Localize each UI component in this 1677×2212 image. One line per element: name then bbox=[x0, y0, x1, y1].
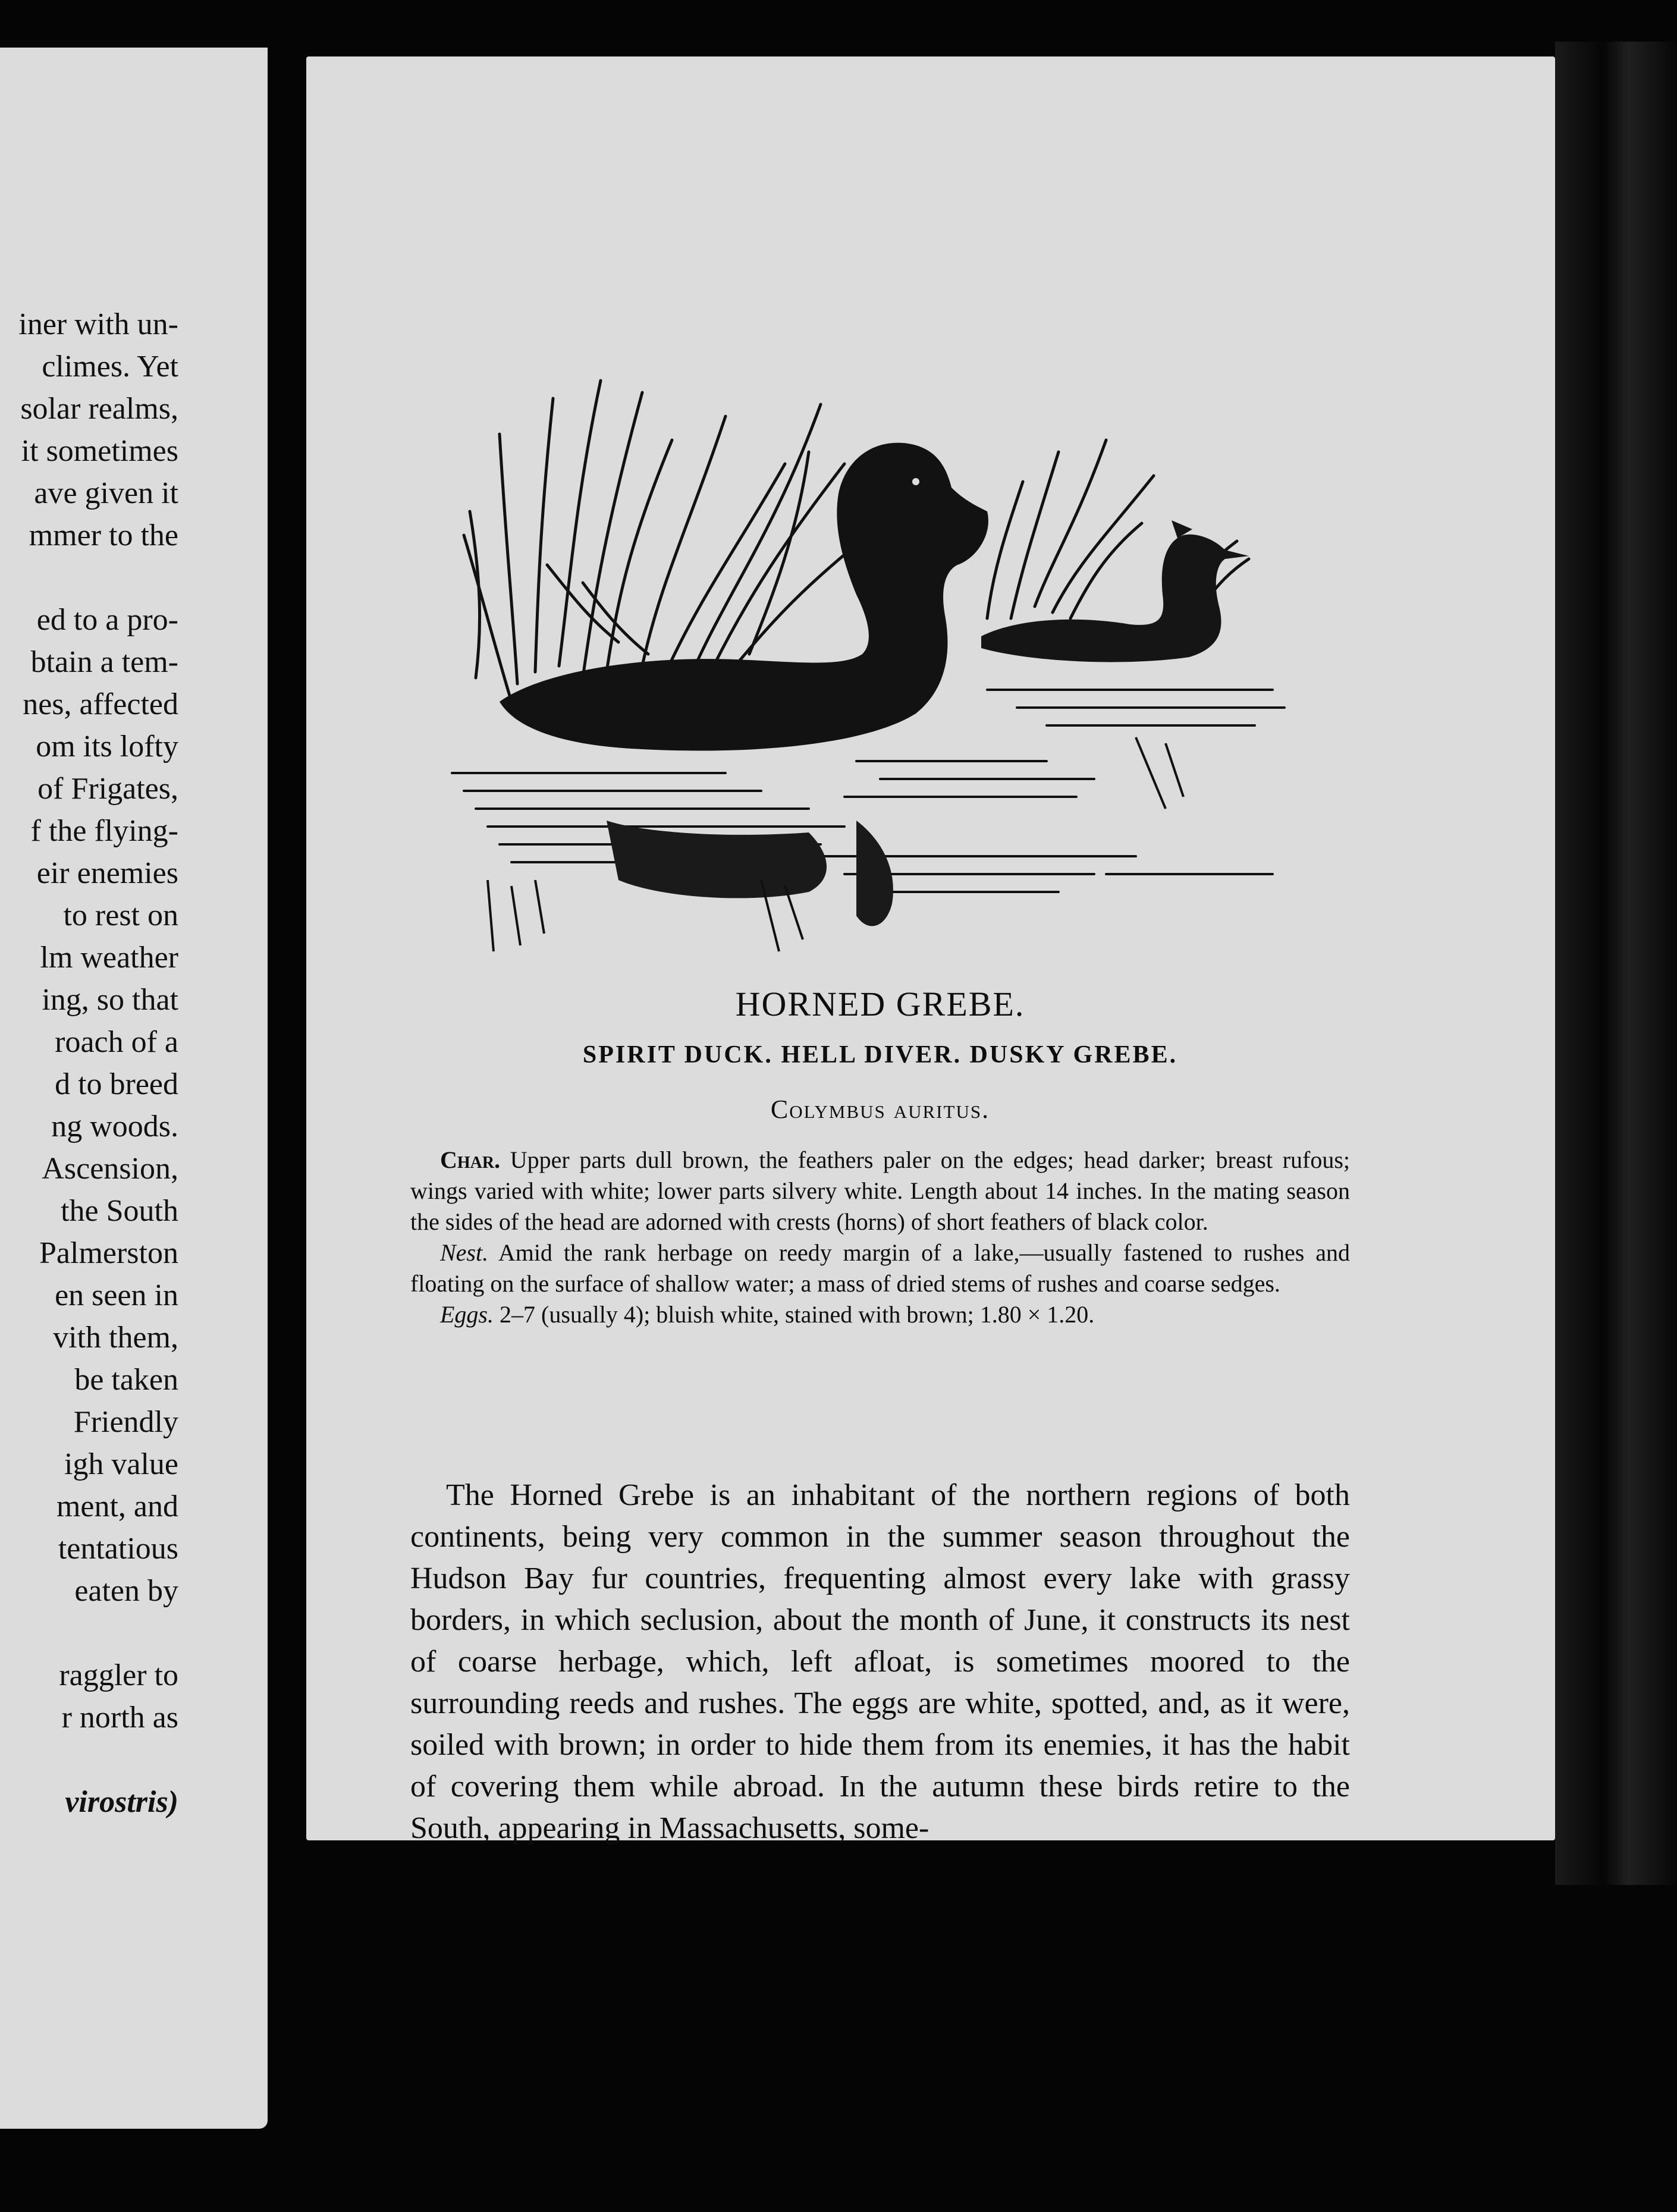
eggs-label: Eggs. bbox=[440, 1301, 494, 1328]
scientific-name: Colymbus auritus. bbox=[770, 1095, 990, 1124]
left-page-line: roach of a bbox=[55, 1025, 178, 1059]
left-page-line: en seen in bbox=[55, 1278, 178, 1312]
left-page-line: om its lofty bbox=[36, 730, 178, 763]
nest-text: Amid the rank herbage on reedy margin of a lake,—usually fastened to rushes and floating on the surface of shallow water; a mass of dried stems of rushes and coarse sedges. bbox=[410, 1239, 1350, 1297]
left-page-line: it sometimes bbox=[21, 434, 178, 468]
left-page-line: Palmerston bbox=[39, 1236, 178, 1270]
common-names: SPIRIT DUCK. HELL DIVER. DUSKY GREBE. bbox=[582, 1041, 1178, 1069]
left-page-line: Friendly bbox=[73, 1405, 178, 1439]
left-page-line: eaten by bbox=[74, 1574, 178, 1608]
char-text: Upper parts dull brown, the feathers paler on the edges; head darker; breast rufous; wings varied with white; lower parts silvery white. Length about 14 inches. In the mating season the sides of the head are adorned with crests (horns) of short feathers of black color. bbox=[410, 1146, 1350, 1235]
left-page-text bbox=[0, 303, 178, 1823]
left-page-line: solar realms, bbox=[20, 392, 178, 426]
left-page-line: mmer to the bbox=[29, 519, 178, 552]
left-page-line bbox=[0, 1739, 178, 1781]
body-text bbox=[410, 1475, 1350, 1849]
left-page-line: to rest on bbox=[63, 898, 178, 932]
left-page-line: ed to a pro- bbox=[36, 603, 178, 637]
left-page-line: d to breed bbox=[55, 1067, 178, 1101]
left-page-line: ng woods. bbox=[51, 1110, 178, 1143]
left-page-line: the South bbox=[61, 1194, 178, 1228]
eggs-paragraph bbox=[410, 1299, 1350, 1330]
left-page-line: tentatious bbox=[58, 1532, 178, 1566]
left-page-line: climes. Yet bbox=[42, 350, 178, 384]
left-page-line: raggler to bbox=[59, 1658, 178, 1692]
left-page-line: f the flying- bbox=[30, 814, 178, 848]
left-page-line: Ascension, bbox=[42, 1152, 178, 1186]
char-label: Char. bbox=[440, 1146, 501, 1173]
left-page-line: igh value bbox=[64, 1447, 178, 1481]
left-page-line: ing, so that bbox=[42, 983, 178, 1017]
left-page bbox=[0, 48, 268, 2129]
left-page-line bbox=[0, 1612, 178, 1654]
book-gutter bbox=[268, 0, 306, 2212]
right-page bbox=[306, 56, 1555, 1845]
left-page-line: of Frigates, bbox=[37, 772, 178, 806]
left-page-line: iner with un- bbox=[18, 307, 178, 341]
species-description bbox=[410, 1145, 1350, 1330]
horned-grebe-engraving-icon bbox=[392, 285, 1320, 981]
left-page-line: vith them, bbox=[53, 1321, 178, 1355]
left-page-line: nes, affected bbox=[23, 687, 178, 721]
left-page-line: lm weather bbox=[40, 941, 178, 975]
page-title: HORNED GREBE. bbox=[735, 985, 1025, 1023]
eggs-text: 2–7 (usually 4); bluish white, stained with brown; 1.80 × 1.20. bbox=[500, 1301, 1095, 1328]
left-page-line: ment, and bbox=[56, 1490, 178, 1523]
body-paragraph: The Horned Grebe is an inhabitant of the northern regions of both continents, being very common in the summer season throughout the Hudson Bay fur countries, frequenting almost every lake with grassy borders, in which seclusion, about the month of June, it constructs its nest of coarse herbage, which, left afloat, is sometimes moored to the surrounding reeds and rushes. The eggs are white, spotted, and, as it were, soiled with brown; in order to hide them from its enemies, it has the habit of covering them while abroad. In the autumn these birds retire to the South, appearing in Massachusetts, some- bbox=[410, 1478, 1350, 1845]
left-page-line: ave given it bbox=[34, 476, 178, 510]
left-page-line: r north as bbox=[61, 1701, 178, 1735]
left-page-line bbox=[0, 557, 178, 599]
nest-label: Nest. bbox=[440, 1239, 489, 1266]
left-page-line: virostris) bbox=[65, 1785, 178, 1819]
left-page-line: eir enemies bbox=[36, 856, 178, 890]
left-page-line: btain a tem- bbox=[30, 645, 178, 679]
char-paragraph bbox=[410, 1145, 1350, 1237]
left-page-line: be taken bbox=[74, 1363, 178, 1397]
page-edge bbox=[1555, 42, 1677, 1885]
nest-paragraph bbox=[410, 1237, 1350, 1299]
